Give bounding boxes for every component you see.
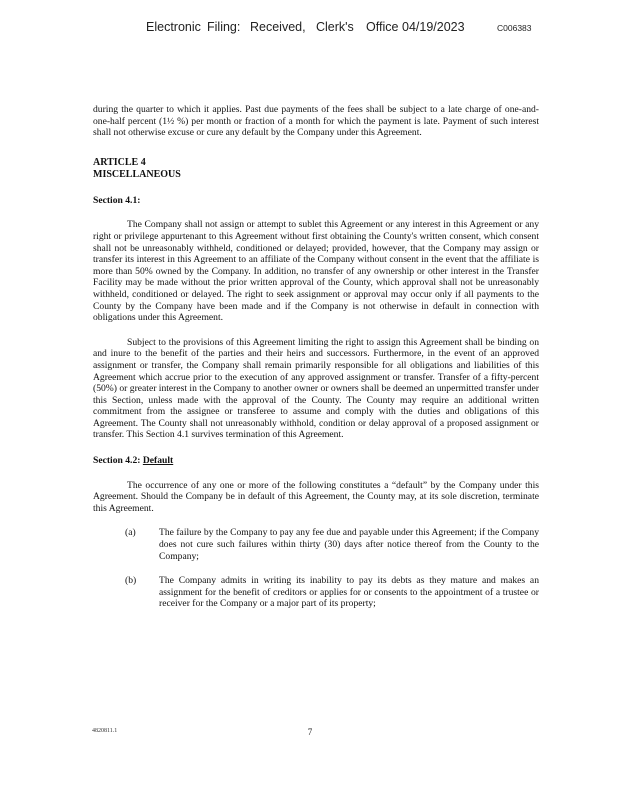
filing-stamp-word: Clerk's [316, 20, 354, 34]
article-title: MISCELLANEOUS [93, 168, 181, 180]
section-4-1-paragraph-2: Subject to the provisions of this Agreement limiting the right to assign this Agreement shall be binding on and inure to the benefit of the parties and their heirs and successors. Furthermore, in the event of an approved assignment or transfer, the Company shall remain primarily responsible for all obligations and liabilities of this Agreement which accrue prior to the execution of any approved assignment or transfer. Transfer of a fifty-percent (50%) or greater interest in the Company to another owner or owners shall be deemed an unpermitted transfer under this Section, unless made with the approval of the County. The County may require an additional written commitment from the assignee or transferee to assume and comply with the duties and obligations of this Agreement. The County shall not unreasonably withhold, condition or delay approval of a proposed assignment or transfer. This Section 4.1 survives termination of this Agreement. [93, 336, 539, 441]
page-number: 7 [307, 727, 313, 737]
list-item-text: The Company admits in writing its inability to pay its debts as they mature and makes an assignment for the benefit of creditors or applies for or consents to the appointment of a trustee or receiver for the Company or a major part of its property; [159, 575, 539, 610]
list-item-text: The failure by the Company to pay any fee due and payable under this Agreement; if the Company does not cure such failures within thirty (30) days after notice thereof from the County to the Company; [159, 527, 539, 562]
continuation-paragraph: during the quarter to which it applies. Past due payments of the fees shall be subject to a late charge of one-and-one-half percent (1½ %) per month or fraction of a month for which the payment is late. Payment of such interest shall not otherwise excuse or cure any default by the Company under this Agreement. [93, 104, 539, 139]
list-item [93, 527, 539, 562]
filing-stamp-word: Electronic [146, 20, 201, 34]
list-item-label: (b) [125, 575, 137, 587]
list-item [93, 575, 539, 610]
electronic-filing-stamp [0, 20, 618, 40]
footer-doc-id: 4820811.1 [92, 728, 118, 734]
section-4-1-heading: Section 4.1: [93, 194, 141, 206]
section-4-2-title: Default [142, 455, 174, 467]
list-item-label: (a) [125, 527, 136, 539]
article-number: ARTICLE 4 [93, 156, 146, 168]
filing-stamp-word: Office [366, 20, 399, 34]
section-4-2-heading [93, 455, 539, 467]
section-4-1-paragraph-1: The Company shall not assign or attempt to sublet this Agreement or any interest in this Agreement or any right or privilege appurtenant to this Agreement without first obtaining the County's written consent, which consent shall not be unreasonably withheld, conditioned or delayed; provided, however, that the Company may assign or transfer its interest in this Agreement to an affiliate of the Company without consent in the event that the affiliate is more than 50% owned by the Company. In addition, no transfer of any ownership or other interest in the Transfer Facility may be made without the prior written approval of the County, which approval shall not be unreasonably withheld, conditioned or delayed. The right to seek assignment or approval may occur only if all payments to the County by the Company have been made and if the Company is not otherwise in default in connection with obligations under this Agreement. [93, 219, 539, 324]
section-4-2-intro: The occurrence of any one or more of the following constitutes a “default” by the Company under this Agreement. Should the Company be in default of this Agreement, the County may, at its sole discretion, terminate this Agreement. [93, 479, 539, 514]
filing-stamp-date: 04/19/2023 [402, 20, 465, 34]
filing-stamp-code: C006383 [497, 23, 532, 33]
section-4-2-number: Section 4.2: [93, 455, 141, 467]
document-body [93, 104, 539, 610]
filing-stamp-word: Received, [250, 20, 306, 34]
filing-stamp-word: Filing: [207, 20, 241, 34]
